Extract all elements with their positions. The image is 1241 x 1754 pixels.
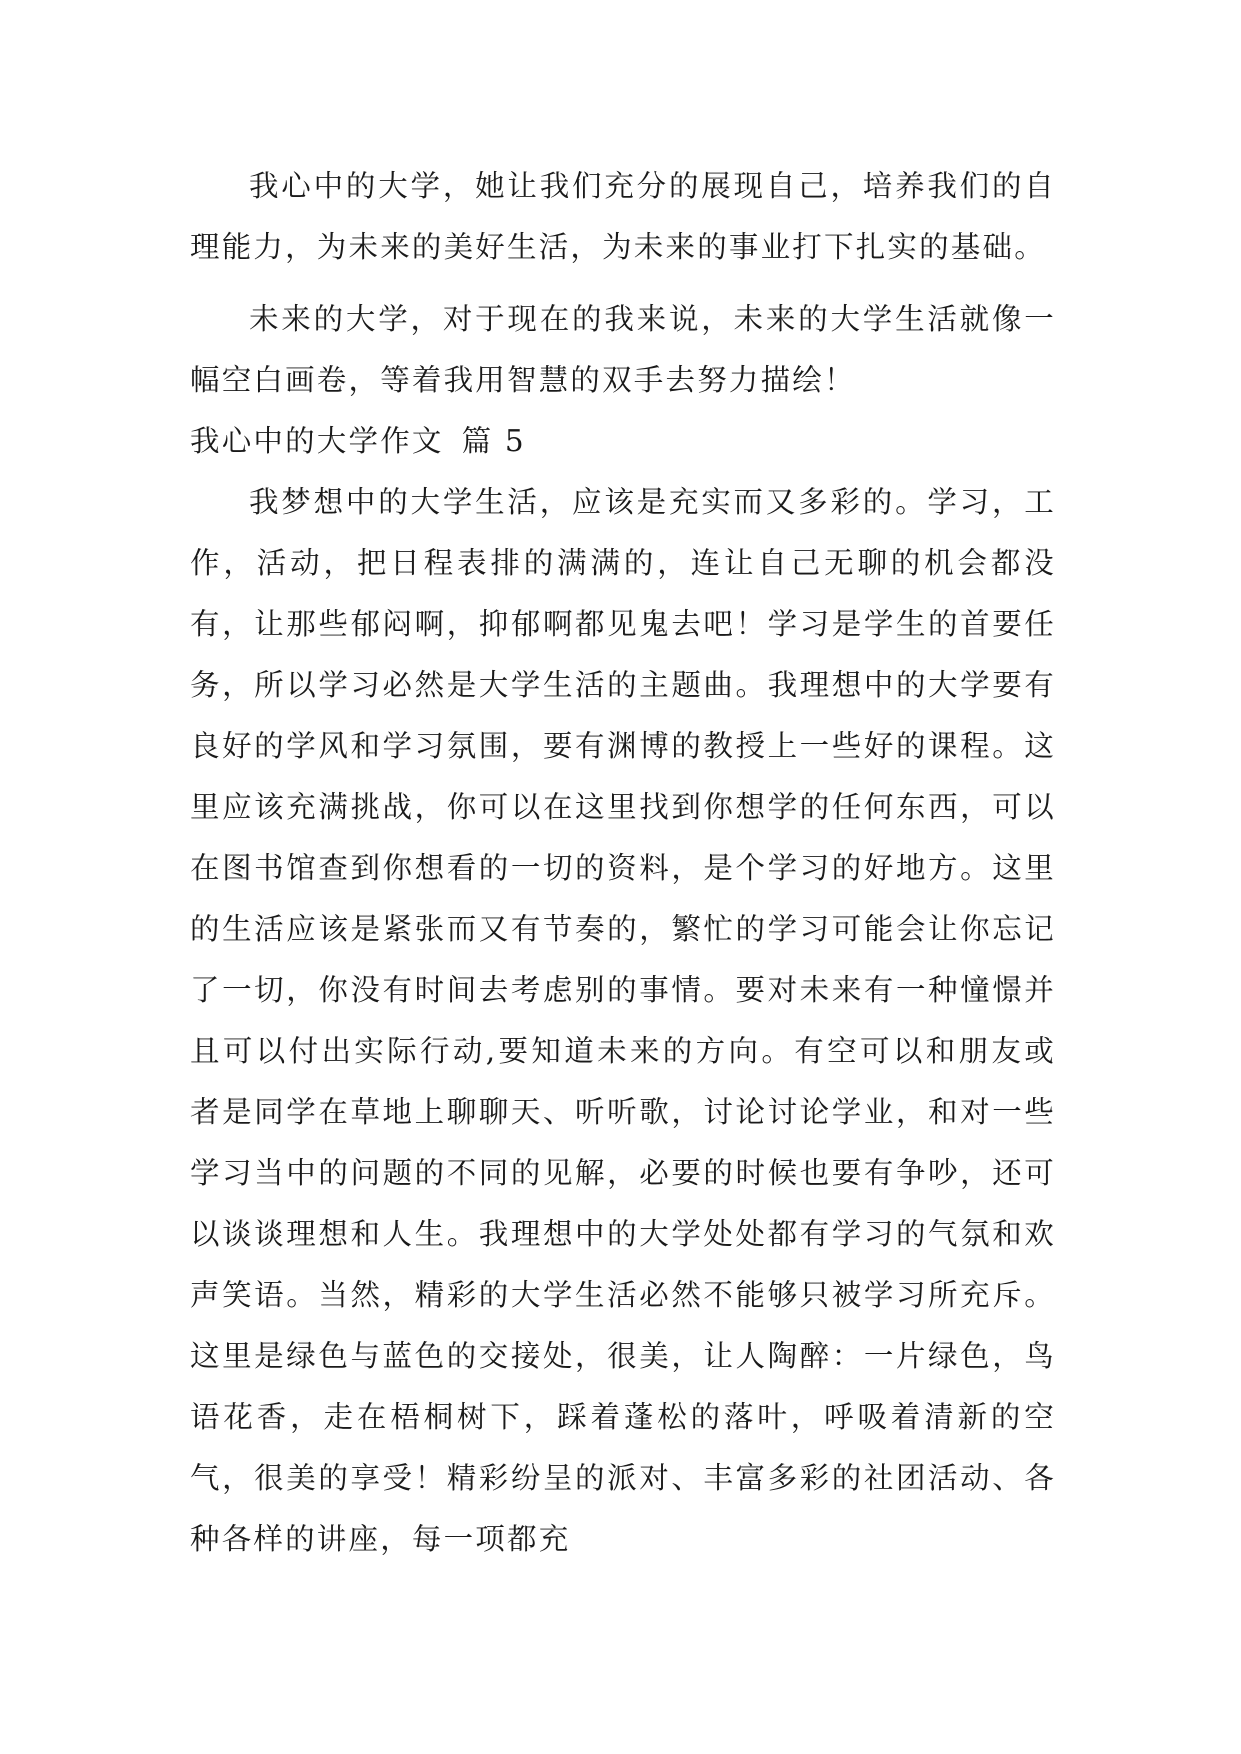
paragraph-university-self: 我心中的大学，她让我们充分的展现自己，培养我们的自理能力，为未来的美好生活，为未来的事业打下扎实的基础。: [190, 169, 1056, 264]
paragraph-dream-university-life: 我梦想中的大学生活，应该是充实而又多彩的。学习，工作，活动，把日程表排的满满的，连让自己无聊的机会都没有，让那些郁闷啊，抑郁啊都见鬼去吧！学习是学生的首要任务，所以学习必然是大学生活的主题曲。我理想中的大学要有良好的学风和学习氛围，要有渊博的教授上一些好的课程。这里应该充满挑战，你可以在这里找到你想学的任何东西，可以在图书馆查到你想看的一切的资料，是个学习的好地方。这里的生活应该是紧张而又有节奏的，繁忙的学习可能会让你忘记了一切，你没有时间去考虑别的事情。要对未来有一种憧憬并且可以付出实际行动,要知道未来的方向。有空可以和朋友或者是同学在草地上聊聊天、听听歌，讨论讨论学业，和对一些学习当中的问题的不同的见解，必要的时候也要有争吵，还可以谈谈理想和人生。我理想中的大学处处都有学习的气氛和欢声笑语。当然，精彩的大学生活必然不能够只被学习所充斥。这里是绿色与蓝色的交接处，很美，让人陶醉：一片绿色，鸟语花香，走在梧桐树下，踩着蓬松的落叶，呼吸着清新的空气，很美的享受！精彩纷呈的派对、丰富多彩的社团活动、各种各样的讲座，每一项都充: [190, 485, 1056, 1556]
section-title: 我心中的大学作文: [190, 424, 444, 458]
paragraph-future-university: 未来的大学，对于现在的我来说，未来的大学生活就像一幅空白画卷，等着我用智慧的双手去努力描绘！: [190, 302, 1056, 397]
section-heading: [190, 411, 1056, 472]
document-body: [190, 156, 1056, 1570]
section-number: 篇 5: [461, 424, 526, 458]
